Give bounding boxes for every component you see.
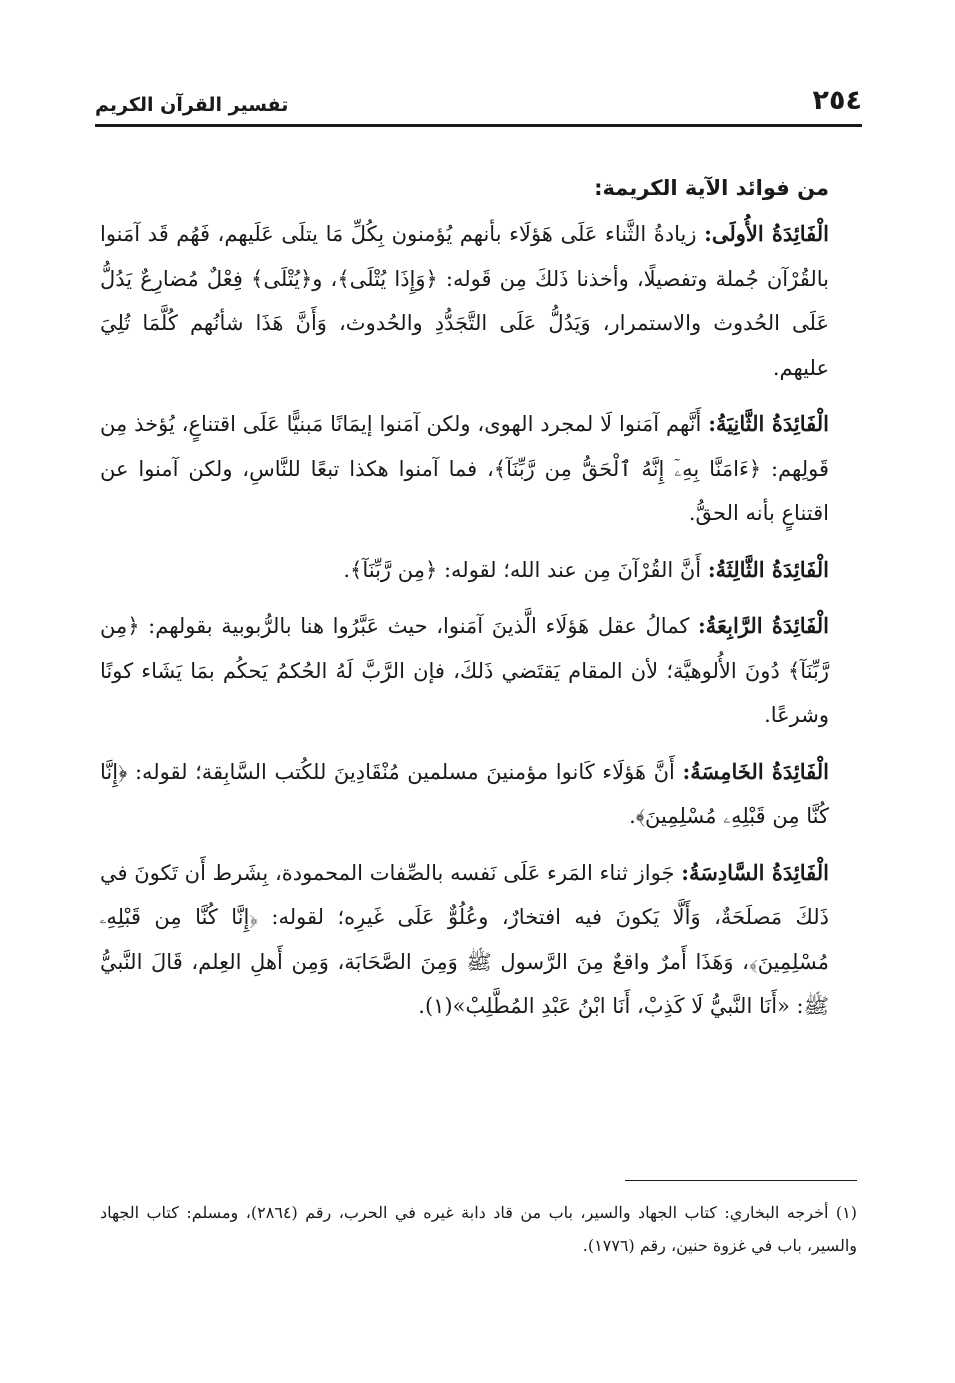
page-number: ٢٥٤: [812, 85, 862, 116]
benefit-title: الْفَائِدَةُ السَّادِسَةُ:: [681, 859, 829, 885]
benefit-text: زيادةُ الثَّناء عَلَى هَؤلَاء بأنهم يُؤمنون بِكُلِّ مَا يتلَى عَلَيهم، فَهُم قَد آمَنوا بالقُرْآن جُملة وتفصيلًا، وأخذنا ذَلكَ مِن قَوله: ﴿وَإِذَا يُتْلَى﴾، و﴿يُتْلَى﴾ فِعْلٌ مُضارِعٌ يَدُلُّ عَلَى الحُدوث والاستمرار، وَيَدُلُّ عَلَى التَّجَدُّدِ والحُدوث، وَأَنَّ هَذَا شأنُهم كُلَّمَا تُلِيَ عليهم.: [100, 222, 829, 380]
section-heading: من فوائد الآية الكريمة:: [594, 176, 829, 200]
footnote: (١) أخرجه البخاري: كتاب الجهاد والسير، باب من قاد دابة غيره في الحرب، رقم (٢٨٦٤)، ومسلم: كتاب الجهاد والسير، باب في غزوة حنين، رقم (١٧٧٦).: [100, 1203, 857, 1255]
benefit-title: الْفَائِدَةُ الثَّانِيَةُ:: [708, 411, 829, 436]
benefit-title: الْفَائِدَةُ الرَّابِعَةُ:: [697, 613, 829, 638]
benefit-title: الْفَائِدَةُ الخَامِسَةُ:: [682, 758, 829, 784]
benefit-title: الْفَائِدَةُ الثَّالِثَةُ:: [707, 556, 829, 582]
benefit-text: أَنَّهم آمَنوا لَا لمجرد الهوى، ولكن آمَنوا إيمَانًا مَبنيًّا عَلَى اقتناعٍ، يُؤخذ مِن قَولِهم: ﴿ءَامَنَّا بِهِۦٓ إِنَّهُ ٱلْحَقُّ مِن رَّبِّنَآ﴾، فما آمنوا هكذا تبعًا للنَّاسِ، ولكن آمنوا عن اقتناعٍ بأنه الحقُّ.: [100, 412, 829, 525]
benefit-paragraph: [100, 750, 829, 839]
benefit-title: الْفَائِدَةُ الأُولَى:: [704, 221, 829, 246]
benefit-text: كمالُ عقل هَؤلَاء الَّذينَ آمَنوا، حيث عَبَّرُوا هنا بالرُّبوبية بقولهم: ﴿مِن رَّبِّنَآ﴾ دُونَ الأُلوهيَّة؛ لأن المقام يَقتَضي ذَلكَ، فإن الرَّبَّ لَهُ الحُكمُ يَحكُم بمَا يَشَاء كونًا وشرعًا.: [100, 614, 829, 727]
benefit-paragraph: [100, 212, 829, 390]
benefit-paragraph: [100, 851, 829, 1029]
benefit-text: أَنَّ هَؤلَاء كَانوا مؤمنينَ مسلمين مُنْقَادِينَ للكُتب السَّابِقة؛ لقوله: ﴿إِنَّا كُنَّا مِن قَبْلِهِۦ مُسْلِمِينَ﴾.: [100, 759, 829, 828]
benefit-paragraph: [100, 548, 829, 593]
benefit-text: جَواز ثناء المَرء عَلَى نَفسه بالصِّفات المحمودة، بِشَرط أَن تَكونَ في ذَلكَ مَصلَحَةٌ، وَأَلَّا يَكونَ فيه افتخارٌ، وعُلُوٌّ عَلَى غَيرِه؛ لقوله: ﴿إِنَّا كُنَّا مِن قَبْلِهِۦ مُسْلِمِينَ﴾، وَهَذَا أَمرٌ واقعٌ مِنَ الرَّسول ﷺ وَمِنَ الصَّحَابَة، وَمِن أَهلِ العِلم، قَالَ النَّبيُّ ﷺ: «أَنَا النَّبيُّ لَا كَذِبْ، أَنَا ابْنُ عَبْدِ المُطَّلِبْ»(١).: [100, 860, 829, 1018]
footnote-divider: [625, 1180, 857, 1181]
book-title: تفسير القرآن الكريم: [95, 94, 289, 116]
benefit-text: أَنَّ القُرْآنَ مِن عند الله؛ لقوله: ﴿مِن رَّبِّنَآ﴾.: [343, 557, 702, 582]
benefit-paragraph: [100, 402, 829, 536]
main-text: [100, 168, 829, 1041]
page-header: [95, 78, 862, 127]
benefit-paragraph: [100, 604, 829, 738]
